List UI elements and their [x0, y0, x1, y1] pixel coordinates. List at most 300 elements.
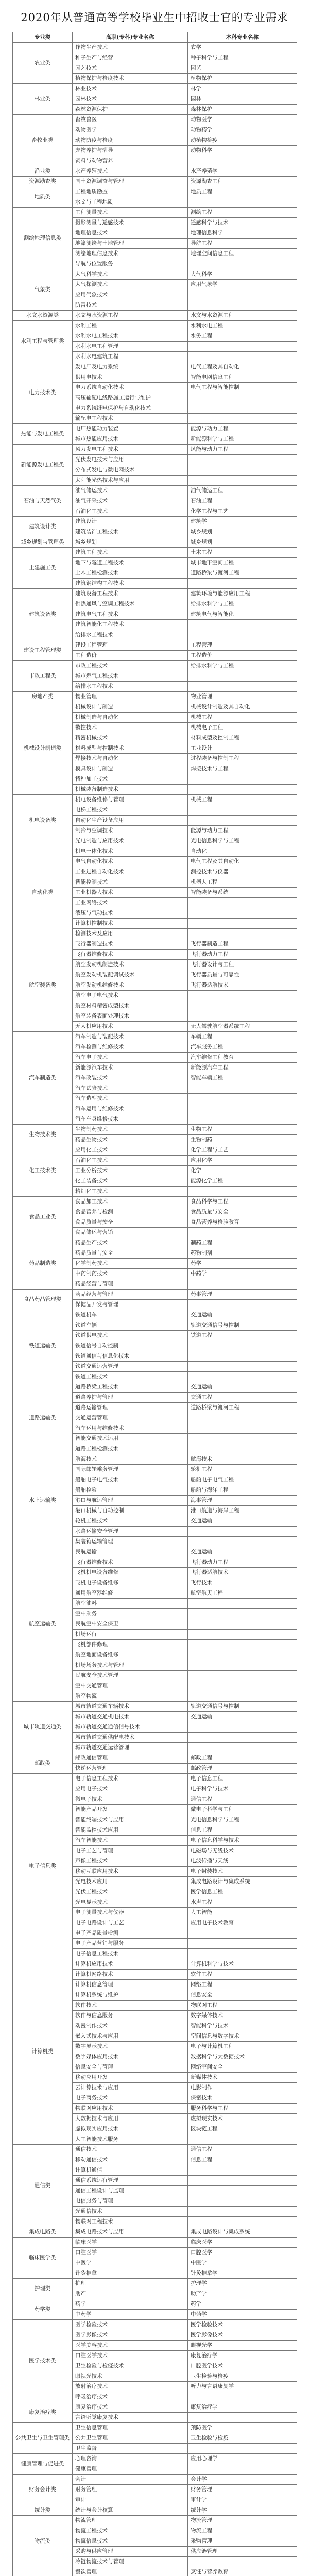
vocational-major-cell: 铁道车辆: [73, 1320, 188, 1331]
undergraduate-major-cell: [188, 1537, 297, 1547]
vocational-major-cell: 交通运营管理: [73, 1413, 188, 1423]
undergraduate-major-cell: 中药学: [188, 1269, 297, 1279]
vocational-major-cell: 智能控制技术: [73, 877, 188, 888]
undergraduate-major-cell: 邮政管理: [188, 1764, 297, 1774]
category-cell: 自动化类: [13, 846, 73, 939]
vocational-major-cell: 会计: [73, 2475, 188, 2485]
undergraduate-major-cell: [188, 2464, 297, 2475]
undergraduate-major-cell: 助产学: [188, 2289, 297, 2299]
undergraduate-major-cell: 化学工程与工艺: [188, 506, 297, 517]
undergraduate-major-cell: 药物制剂: [188, 1248, 297, 1259]
vocational-major-cell: 地理信息技术: [73, 228, 188, 239]
undergraduate-major-cell: 交通运输: [188, 1712, 297, 1722]
vocational-major-cell: 道路养护与管理: [73, 1393, 188, 1403]
table-row: [13, 1774, 297, 1784]
undergraduate-major-cell: 电影制作: [188, 2083, 297, 2093]
table-row: [13, 115, 297, 125]
undergraduate-major-cell: [188, 342, 297, 352]
category-cell: 航空运输类: [13, 1547, 73, 1702]
undergraduate-major-cell: 服务科学与工程: [188, 2104, 297, 2114]
vocational-major-cell: 建筑电气工程技术: [73, 609, 188, 620]
vocational-major-cell: 工程测量技术: [73, 208, 188, 218]
undergraduate-major-cell: 微电子科学与工程: [188, 1805, 297, 1815]
vocational-major-cell: 森林资源保护: [73, 105, 188, 115]
undergraduate-major-cell: 飞行器设计与工程: [188, 960, 297, 970]
undergraduate-major-cell: 计算机科学与技术: [188, 1959, 297, 1970]
undergraduate-major-cell: [188, 1722, 297, 1733]
table-row: [13, 692, 297, 702]
vocational-major-cell: 机场运行: [73, 1630, 188, 1640]
undergraduate-major-cell: [188, 1094, 297, 1104]
undergraduate-major-cell: [188, 1372, 297, 1382]
category-cell: 农业类: [13, 43, 73, 84]
undergraduate-major-cell: [188, 393, 297, 403]
undergraduate-major-cell: 电磁场与无线技术: [188, 1846, 297, 1856]
vocational-major-cell: 园林技术: [73, 94, 188, 105]
category-cell: 林业类: [13, 84, 73, 115]
undergraduate-major-cell: 油气储运工程: [188, 486, 297, 496]
undergraduate-major-cell: 建筑电气与智能化: [188, 609, 297, 620]
undergraduate-major-cell: [188, 785, 297, 795]
undergraduate-major-cell: 供应链管理: [188, 2547, 297, 2557]
vocational-major-cell: 民航空中安全保卫: [73, 1619, 188, 1630]
undergraduate-major-cell: [188, 1011, 297, 1022]
vocational-major-cell: 材料成型与控制技术: [73, 743, 188, 754]
vocational-major-cell: 工业过程自动化技术: [73, 867, 188, 877]
vocational-major-cell: 分布式发电与微电网技术: [73, 465, 188, 476]
undergraduate-major-cell: [188, 919, 297, 929]
vocational-major-cell: 软件与信息服务: [73, 2011, 188, 2021]
vocational-major-cell: 电子商务技术: [73, 2093, 188, 2104]
vocational-major-cell: 光电技术应用: [73, 1877, 188, 1887]
undergraduate-major-cell: [188, 1351, 297, 1362]
table-row: [13, 548, 297, 558]
undergraduate-major-cell: 汽车服务工程: [188, 1042, 297, 1053]
undergraduate-major-cell: 铁道工程: [188, 1331, 297, 1341]
vocational-major-cell: 物联网工程技术: [73, 2217, 188, 2227]
category-cell: 建筑设备类: [13, 589, 73, 640]
undergraduate-major-cell: 机械电子工程: [188, 723, 297, 733]
vocational-major-cell: 道路工程检测技术: [73, 1444, 188, 1454]
undergraduate-major-cell: 智能电网信息工程: [188, 372, 297, 383]
undergraduate-major-cell: 智能装备与系统: [188, 888, 297, 898]
undergraduate-major-cell: [188, 1228, 297, 1238]
undergraduate-major-cell: 动植物检疫: [188, 135, 297, 146]
vocational-major-cell: 心理咨询: [73, 2454, 188, 2464]
undergraduate-major-cell: [188, 259, 297, 269]
table-row: [13, 2475, 297, 2485]
vocational-major-cell: 建筑智能化工程技术: [73, 620, 188, 630]
vocational-major-cell: 电子信息工程技术: [73, 1774, 188, 1784]
category-cell: 医学技术类: [13, 2320, 73, 2402]
undergraduate-major-cell: 应用气象学: [188, 280, 297, 290]
vocational-major-cell: 智能产品开发: [73, 1805, 188, 1815]
vocational-major-cell: 城市轨道交通机电技术: [73, 1712, 188, 1722]
vocational-major-cell: 光电显示技术: [73, 1897, 188, 1908]
vocational-major-cell: 航空电子电气技术: [73, 991, 188, 1001]
category-cell: 城乡规划与管理类: [13, 537, 73, 548]
undergraduate-major-cell: 财务管理: [188, 2485, 297, 2495]
category-cell: 机械设计制造类: [13, 702, 73, 795]
vocational-major-cell: 铁道供电技术: [73, 1331, 188, 1341]
vocational-major-cell: 发电厂及电力系统: [73, 362, 188, 372]
undergraduate-major-cell: 交通工程: [188, 1393, 297, 1403]
vocational-major-cell: 移动互联应用技术: [73, 1867, 188, 1877]
vocational-major-cell: 电子信息工程技术: [73, 1949, 188, 1959]
undergraduate-major-cell: 动物医学: [188, 115, 297, 125]
vocational-major-cell: 智能交通技术运用: [73, 1434, 188, 1444]
vocational-major-cell: 口腔医学: [73, 2248, 188, 2258]
vocational-major-cell: 通信工程设计与监理: [73, 2186, 188, 2196]
undergraduate-major-cell: [188, 1630, 297, 1640]
undergraduate-major-cell: 光电信息科学与工程: [188, 836, 297, 846]
vocational-major-cell: 机电设备维修与管理: [73, 795, 188, 805]
undergraduate-major-cell: 数据科学与大数据技术: [188, 2052, 297, 2062]
category-cell: 建设工程管理类: [13, 640, 73, 661]
undergraduate-major-cell: 食品质量与安全: [188, 1207, 297, 1217]
vocational-major-cell: 给排水工程技术: [73, 630, 188, 640]
vocational-major-cell: 审计: [73, 2495, 188, 2505]
table-row: [13, 208, 297, 218]
vocational-major-cell: 飞机部件修理: [73, 1640, 188, 1650]
undergraduate-major-cell: 动物药学: [188, 125, 297, 135]
undergraduate-major-cell: 飞行器动力工程: [188, 950, 297, 960]
vocational-major-cell: 汽车制造与装配技术: [73, 1032, 188, 1042]
undergraduate-major-cell: [188, 579, 297, 589]
vocational-major-cell: 云计算技术与应用: [73, 2083, 188, 2093]
undergraduate-major-cell: 资源勘查工程: [188, 177, 297, 187]
vocational-major-cell: 工业网络技术: [73, 898, 188, 908]
vocational-major-cell: 光通信技术: [73, 2207, 188, 2217]
table-row: [13, 1145, 297, 1156]
table-row: [13, 702, 297, 713]
vocational-major-cell: 高压输配电线路施工运行与维护: [73, 393, 188, 403]
vocational-major-cell: 道路桥梁工程技术: [73, 1382, 188, 1393]
vocational-major-cell: 航空发动机维修技术: [73, 980, 188, 991]
vocational-major-cell: 餐饮管理: [73, 2567, 188, 2576]
table-row: [13, 269, 297, 280]
undergraduate-major-cell: 航海技术: [188, 1454, 297, 1465]
vocational-major-cell: 无人机应用技术: [73, 1022, 188, 1032]
undergraduate-major-cell: 航空航天工程: [188, 1588, 297, 1599]
vocational-major-cell: 统计与会计核算: [73, 2505, 188, 2516]
category-cell: 新能源发电工程类: [13, 445, 73, 486]
undergraduate-major-cell: [188, 1733, 297, 1743]
undergraduate-major-cell: [188, 1671, 297, 1681]
vocational-major-cell: 电子工艺与管理: [73, 1846, 188, 1856]
vocational-major-cell: 眼视光技术: [73, 2371, 188, 2382]
table-row: [13, 1310, 297, 1320]
vocational-major-cell: 飞机机电设备维修: [73, 1568, 188, 1578]
undergraduate-major-cell: 食品科学与工程: [188, 1197, 297, 1207]
undergraduate-major-cell: 物联网工程: [188, 2001, 297, 2011]
undergraduate-major-cell: 遥感科学与技术: [188, 218, 297, 228]
table-row: [13, 1032, 297, 1042]
table-row: [13, 166, 297, 177]
category-cell: 市政工程类: [13, 661, 73, 692]
undergraduate-major-cell: [188, 1609, 297, 1619]
table-row: [13, 2516, 297, 2526]
category-cell: 地质类: [13, 187, 73, 208]
undergraduate-major-cell: 集成电路设计与集成系统: [188, 1877, 297, 1887]
undergraduate-major-cell: 药学: [188, 2299, 297, 2310]
undergraduate-major-cell: 口腔医学技术: [188, 2361, 297, 2371]
vocational-major-cell: 物业管理: [73, 692, 188, 702]
undergraduate-major-cell: 电气工程及其自动化: [188, 362, 297, 372]
undergraduate-major-cell: 人工智能: [188, 1908, 297, 1918]
table-row: [13, 445, 297, 455]
vocational-major-cell: 民航运输: [73, 1547, 188, 1557]
vocational-major-cell: 声像工程技术: [73, 1856, 188, 1867]
table-row: [13, 1238, 297, 1248]
table-row: [13, 1702, 297, 1712]
undergraduate-major-cell: 石油工程: [188, 496, 297, 506]
table-row: [13, 2567, 297, 2576]
vocational-major-cell: 嵌入式技术与应用: [73, 2031, 188, 2042]
vocational-major-cell: 电梯工程技术: [73, 805, 188, 816]
vocational-major-cell: 测绘地理信息技术: [73, 249, 188, 259]
vocational-major-cell: 空中交通管理: [73, 1681, 188, 1691]
category-cell: 畜牧业类: [13, 115, 73, 166]
vocational-major-cell: 工业分析技术: [73, 1166, 188, 1176]
category-cell: 道路运输类: [13, 1382, 73, 1454]
vocational-major-cell: 建筑设计: [73, 517, 188, 527]
undergraduate-major-cell: [188, 465, 297, 476]
category-cell: 健康管理与促进类: [13, 2454, 73, 2475]
table-row: [13, 1753, 297, 1764]
vocational-major-cell: 药学: [73, 2299, 188, 2310]
undergraduate-major-cell: [188, 991, 297, 1001]
undergraduate-major-cell: 智能车辆工程: [188, 1073, 297, 1083]
vocational-major-cell: 助产: [73, 2289, 188, 2299]
vocational-major-cell: 城市轨道交通供配电技术: [73, 1733, 188, 1743]
vocational-major-cell: 建筑钢结构工程技术: [73, 579, 188, 589]
vocational-major-cell: 集装箱运输管理: [73, 1537, 188, 1547]
undergraduate-major-cell: [188, 1279, 297, 1290]
table-row: [13, 795, 297, 805]
vocational-major-cell: 临床医学: [73, 2238, 188, 2248]
vocational-major-cell: 通信技术: [73, 2145, 188, 2155]
undergraduate-major-cell: [188, 455, 297, 465]
undergraduate-major-cell: 种子科学与工程: [188, 53, 297, 63]
vocational-major-cell: 航空装备表面处理技术: [73, 1011, 188, 1022]
undergraduate-major-cell: 轮机工程: [188, 1465, 297, 1475]
vocational-major-cell: 汽车车身维修技术: [73, 1114, 188, 1125]
category-cell: 石油与天然气类: [13, 486, 73, 517]
undergraduate-major-cell: 自动化: [188, 846, 297, 857]
vocational-major-cell: 制冷与空调技术: [73, 826, 188, 836]
undergraduate-major-cell: [188, 2186, 297, 2196]
vocational-major-cell: 采购与供应管理: [73, 2547, 188, 2557]
undergraduate-major-cell: 电子科学与技术: [188, 1784, 297, 1794]
vocational-major-cell: 电子产品营销与服务: [73, 1939, 188, 1949]
vocational-major-cell: 铁道通信与信息化技术: [73, 1351, 188, 1362]
undergraduate-major-cell: 水声工程: [188, 1897, 297, 1908]
vocational-major-cell: 民航安全技术管理: [73, 1671, 188, 1681]
category-cell: 食品药品管理类: [13, 1290, 73, 1310]
vocational-major-cell: 针灸推拿: [73, 2268, 188, 2279]
vocational-major-cell: 建设工程管理: [73, 640, 188, 651]
undergraduate-major-cell: [188, 1939, 297, 1949]
undergraduate-major-cell: [188, 403, 297, 414]
vocational-major-cell: 中药学: [73, 2310, 188, 2320]
category-cell: 汽车制造类: [13, 1032, 73, 1125]
vocational-major-cell: 冷链物流技术与管理: [73, 2557, 188, 2567]
undergraduate-major-cell: 药学: [188, 1259, 297, 1269]
undergraduate-major-cell: 过程装备与控制工程: [188, 754, 297, 764]
table-row: [13, 84, 297, 94]
undergraduate-major-cell: 无人驾驶航空器系统工程: [188, 1022, 297, 1032]
undergraduate-major-cell: 电气工程与智能控制: [188, 383, 297, 393]
vocational-major-cell: 汽车电子技术: [73, 1053, 188, 1063]
vocational-major-cell: 城市热能应用技术: [73, 434, 188, 445]
vocational-major-cell: 土木工程检测技术: [73, 568, 188, 579]
undergraduate-major-cell: 信息安全: [188, 1990, 297, 2001]
undergraduate-major-cell: 道路桥梁与渡河工程: [188, 1403, 297, 1413]
vocational-major-cell: 软件技术: [73, 2001, 188, 2011]
undergraduate-major-cell: 信息工程: [188, 1825, 297, 1836]
undergraduate-major-cell: 物流工程: [188, 2526, 297, 2536]
vocational-major-cell: 饲料与动物营养: [73, 156, 188, 166]
table-row: [13, 661, 297, 671]
undergraduate-major-cell: 导航工程: [188, 239, 297, 249]
vocational-major-cell: 航海技术: [73, 1454, 188, 1465]
vocational-major-cell: 飞行器维修技术: [73, 950, 188, 960]
undergraduate-major-cell: 动物科学: [188, 146, 297, 156]
vocational-major-cell: 虚拟现实应用技术: [73, 2124, 188, 2134]
vocational-major-cell: 铁道工程技术: [73, 1372, 188, 1382]
table-row: [13, 1454, 297, 1465]
table-row: [13, 1125, 297, 1135]
vocational-major-cell: 机械设计与制造: [73, 702, 188, 713]
undergraduate-major-cell: [188, 352, 297, 362]
undergraduate-major-cell: [188, 630, 297, 640]
undergraduate-major-cell: 新能源汽车工程: [188, 1063, 297, 1073]
vocational-major-cell: 电子测量技术与仪器: [73, 1908, 188, 1918]
undergraduate-major-cell: 水利水电工程: [188, 321, 297, 331]
undergraduate-major-cell: 飞行器适航技术: [188, 980, 297, 991]
category-cell: 邮政类: [13, 1753, 73, 1774]
table-row: [13, 517, 297, 527]
undergraduate-major-cell: 区块链工程: [188, 2124, 297, 2134]
vocational-major-cell: 市政工程技术: [73, 661, 188, 671]
vocational-major-cell: 港口与航运管理: [73, 1496, 188, 1506]
undergraduate-major-cell: 统计学: [188, 2505, 297, 2516]
vocational-major-cell: 移动应用开发: [73, 2073, 188, 2083]
undergraduate-major-cell: 焊接技术与工程: [188, 764, 297, 774]
undergraduate-major-cell: 药事管理: [188, 1290, 297, 1300]
requirements-table: [12, 32, 297, 2576]
vocational-major-cell: 石油化工技术: [73, 506, 188, 517]
category-cell: 临床医学类: [13, 2238, 73, 2279]
vocational-major-cell: 航空油料: [73, 1599, 188, 1609]
vocational-major-cell: 光伏发电技术与应用: [73, 455, 188, 465]
undergraduate-major-cell: 烹饪与营养教育: [188, 2567, 297, 2576]
undergraduate-major-cell: 机器人工程: [188, 877, 297, 888]
undergraduate-major-cell: [188, 1362, 297, 1372]
category-cell: 康复治疗类: [13, 2402, 73, 2423]
vocational-major-cell: 新能源汽车技术: [73, 1063, 188, 1073]
vocational-major-cell: 机电一体化技术: [73, 846, 188, 857]
vocational-major-cell: 地籍测绘与土地管理: [73, 239, 188, 249]
vocational-major-cell: 通信系统运行管理: [73, 2176, 188, 2186]
undergraduate-major-cell: [188, 2134, 297, 2145]
undergraduate-major-cell: [188, 1640, 297, 1650]
vocational-major-cell: 卫生监督: [73, 2444, 188, 2454]
table-row: [13, 846, 297, 857]
undergraduate-major-cell: 汽车维修工程教育: [188, 1053, 297, 1063]
vocational-major-cell: 飞行器维修技术: [73, 1557, 188, 1568]
undergraduate-major-cell: 船舶电子电气工程: [188, 1475, 297, 1485]
vocational-major-cell: 风力发电工程技术: [73, 445, 188, 455]
header-category: 专业类: [13, 32, 73, 43]
category-cell: 通信类: [13, 2145, 73, 2227]
vocational-major-cell: 护理: [73, 2279, 188, 2289]
undergraduate-major-cell: [188, 2207, 297, 2217]
vocational-major-cell: 药品经营与管理: [73, 1279, 188, 1290]
table-row: [13, 537, 297, 548]
table-row: [13, 1290, 297, 1300]
table-row: [13, 424, 297, 434]
vocational-major-cell: 数字展示技术: [73, 2042, 188, 2052]
undergraduate-major-cell: [188, 1083, 297, 1094]
vocational-major-cell: 微电子技术: [73, 1794, 188, 1805]
vocational-major-cell: 特种加工技术: [73, 774, 188, 785]
vocational-major-cell: 国土资源调查与管理: [73, 177, 188, 187]
table-row: [13, 321, 297, 331]
category-cell: 建筑设计类: [13, 517, 73, 537]
undergraduate-major-cell: 风能与动力工程: [188, 445, 297, 455]
vocational-major-cell: 供用电技术: [73, 372, 188, 383]
undergraduate-major-cell: 给排水科学与工程: [188, 661, 297, 671]
undergraduate-major-cell: [188, 2217, 297, 2227]
undergraduate-major-cell: 材料成型及控制工程: [188, 733, 297, 743]
vocational-major-cell: 食品储运与营销: [73, 1228, 188, 1238]
vocational-major-cell: 应用气象技术: [73, 290, 188, 300]
vocational-major-cell: 水利水电建筑工程: [73, 352, 188, 362]
vocational-major-cell: 防雷技术: [73, 300, 188, 311]
undergraduate-major-cell: [188, 1187, 297, 1197]
undergraduate-major-cell: 采购管理: [188, 2536, 297, 2547]
vocational-major-cell: 智能监控技术应用: [73, 1825, 188, 1836]
undergraduate-major-cell: 康复治疗学: [188, 2402, 297, 2413]
vocational-major-cell: 石油化工技术: [73, 1156, 188, 1166]
vocational-major-cell: 医学影像技术: [73, 2330, 188, 2341]
undergraduate-major-cell: 地理空间信息工程: [188, 249, 297, 259]
category-cell: 气象类: [13, 269, 73, 311]
undergraduate-major-cell: 电子与计算机工程: [188, 2042, 297, 2052]
undergraduate-major-cell: 飞行器制造工程: [188, 939, 297, 950]
vocational-major-cell: 医学美容技术: [73, 2341, 188, 2351]
vocational-major-cell: 移动通信技术: [73, 2155, 188, 2165]
vocational-major-cell: 电信服务与管理: [73, 2196, 188, 2207]
category-cell: 渔业类: [13, 166, 73, 177]
undergraduate-major-cell: 测绘工程: [188, 208, 297, 218]
vocational-major-cell: 大数据技术与应用: [73, 2114, 188, 2124]
undergraduate-major-cell: [188, 156, 297, 166]
table-row: [13, 640, 297, 651]
undergraduate-major-cell: 康复治疗学: [188, 2351, 297, 2361]
vocational-major-cell: 数字媒体应用技术: [73, 2052, 188, 2062]
vocational-major-cell: 液压与气动技术: [73, 908, 188, 919]
vocational-major-cell: 化工装备技术: [73, 1176, 188, 1187]
table-row: [13, 2299, 297, 2310]
vocational-major-cell: 城市轨道交通运营管理: [73, 1743, 188, 1753]
category-cell: 城市轨道交通类: [13, 1702, 73, 1753]
undergraduate-major-cell: 审计学: [188, 2495, 297, 2505]
undergraduate-major-cell: [188, 816, 297, 826]
vocational-major-cell: 电力系统自动化技术: [73, 383, 188, 393]
